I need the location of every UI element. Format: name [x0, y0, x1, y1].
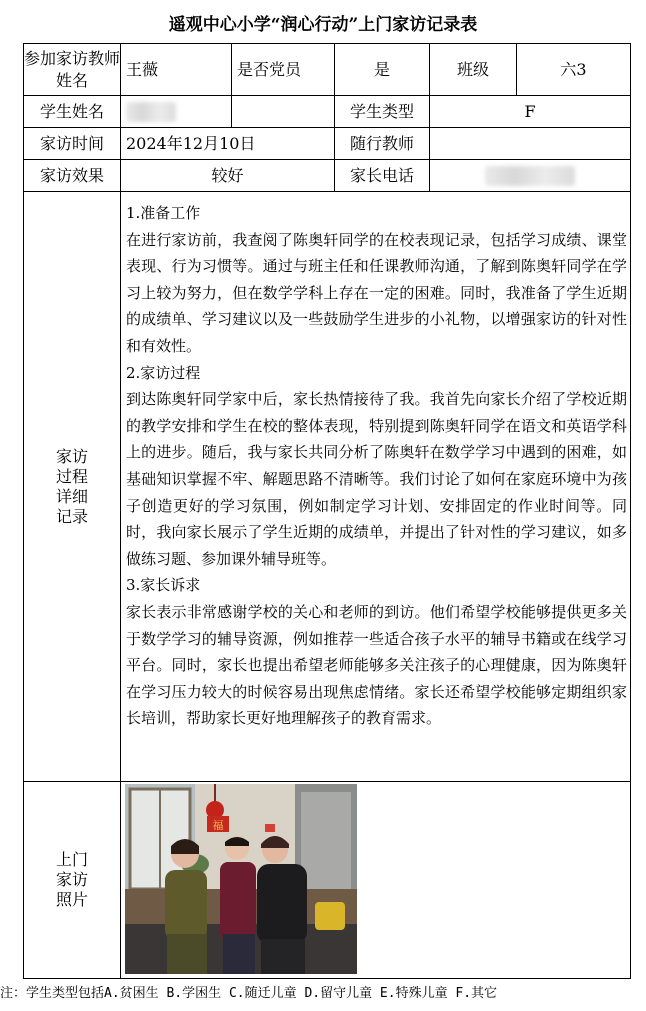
- redacted-phone: [485, 166, 575, 186]
- section-heading-process: 2.家访过程: [126, 363, 201, 382]
- accomp-value: [430, 128, 631, 160]
- paragraph-process: 到达陈奥轩同学家中后，家长热情接待了我。我首先向家长介绍了学校近期的教学安排和学生在校的整体表现，特别提到陈奥轩同学在语文和英语学科上的进步。随后，我与家长共同分析了陈奥轩在数学学习中遇到的困难，如基础知识掌握不牢、解题思路不清晰等。我们讨论了如何在家庭环境中为孩子创造更好的学习氛围，例如制定学习计划、安排固定的作业时间等。同时，我向家长展示了学生近期的成绩单，并提出了针对性的学习建议，如多做练习题、参加课外辅导班等。: [126, 390, 627, 568]
- teacher-label: 参加家访教师姓名: [24, 44, 121, 96]
- section-heading-prep: 1.准备工作: [126, 204, 201, 222]
- time-value: 2024年12月10日: [121, 128, 335, 160]
- class-label: 班级: [430, 44, 517, 96]
- row-student: [24, 96, 631, 128]
- accomp-label: 随行教师: [335, 128, 430, 160]
- student-spacer: [232, 96, 335, 128]
- row-photo: [24, 782, 631, 979]
- section-heading-demands: 3.家长诉求: [126, 576, 201, 595]
- paragraph-demands: 家长表示非常感谢学校的关心和老师的到访。他们希望学校能够提供更多关于数学学习的辅导资源，例如推荐一些适合孩子水平的辅导书籍或在线学习平台。同时，家长也提出希望老师能够多关注孩子的心理健康，因为陈奥轩在学习压力较大的时候容易出现焦虑情绪。家长还希望学校能够定期组织家长培训，帮助家长更好地理解孩子的教育需求。: [126, 602, 627, 728]
- teacher-name: 王薇: [121, 44, 232, 96]
- redacted-student-name: [126, 102, 176, 122]
- class-value: 六3: [517, 44, 631, 96]
- record-label-cell: [24, 192, 121, 782]
- photo-label-cell: [24, 782, 121, 979]
- form-title: 遥观中心小学“润心行动”上门家访记录表: [168, 15, 478, 35]
- home-visit-photo: [125, 784, 357, 974]
- phone-label: 家长电话: [335, 160, 430, 192]
- student-name-cell: [121, 96, 232, 128]
- effect-value: 较好: [121, 160, 335, 192]
- party-value: 是: [335, 44, 430, 96]
- row-teacher: [24, 44, 631, 96]
- row-record: [24, 192, 631, 782]
- couplet-text: 福: [212, 819, 224, 832]
- visit-record-table: [23, 43, 631, 979]
- student-type-label: 学生类型: [335, 96, 430, 128]
- student-type-value: F: [430, 96, 631, 128]
- photo-label: 上门家访照片: [55, 850, 88, 909]
- student-label: 学生姓名: [24, 96, 121, 128]
- time-label: 家访时间: [24, 128, 121, 160]
- phone-cell: [430, 160, 631, 192]
- row-time: [24, 128, 631, 160]
- photo-illustration: [125, 784, 357, 974]
- paragraph-prep: 在进行家访前，我查阅了陈奥轩同学的在校表现记录，包括学习成绩、课堂表现、行为习惯等。通过与班主任和任课教师沟通，了解到陈奥轩同学在学习上较为努力，但在数学学科上存在一定的困难。同时，我准备了学生近期的成绩单、学习建议以及一些鼓励学生进步的小礼物，以增强家访的针对性和有效性。: [126, 230, 627, 355]
- record-label: 家访过程详细记录: [55, 446, 88, 526]
- footnote: 注：学生类型包括A.贫困生 B.学困生 C.随迁儿童 D.留守儿童 E.特殊儿童 F.其它: [0, 986, 498, 1001]
- photo-cell: [121, 782, 631, 979]
- party-label: 是否党员: [232, 44, 335, 96]
- row-effect: [24, 160, 631, 192]
- record-content: [121, 192, 631, 782]
- effect-label: 家访效果: [24, 160, 121, 192]
